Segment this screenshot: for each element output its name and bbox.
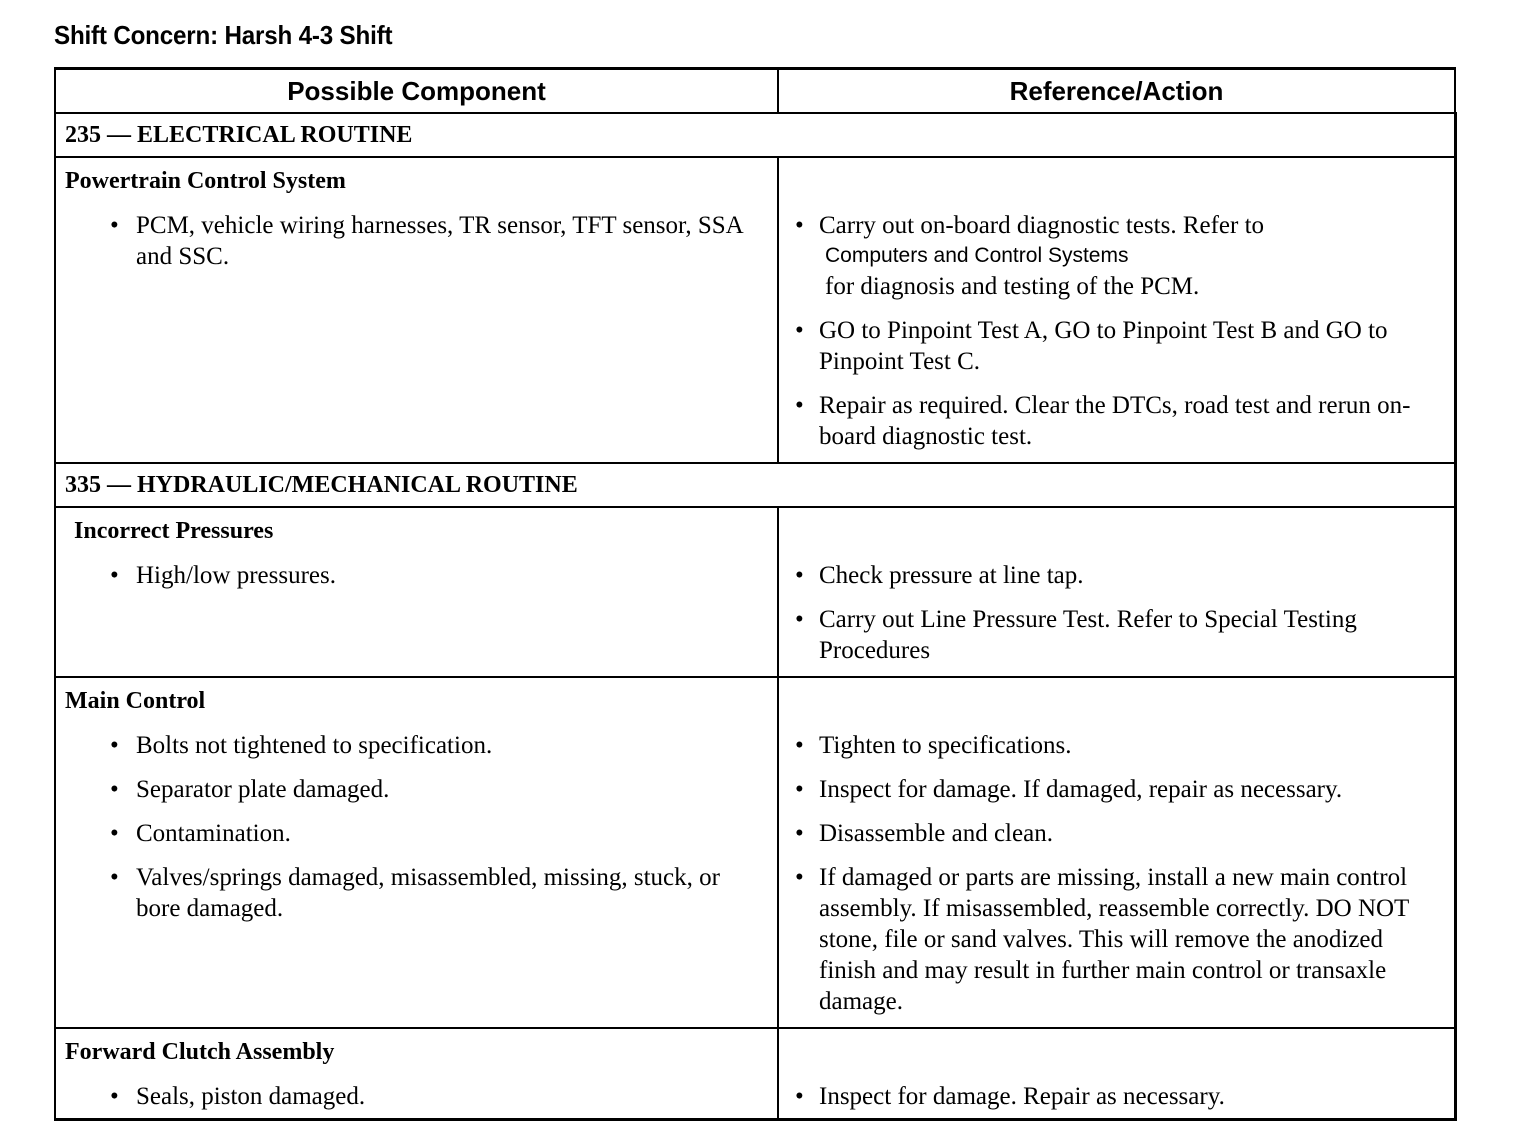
- table-row-forward-clutch-assembly: [55, 1028, 1455, 1120]
- action-item: • Carry out Line Pressure Test. Refer to Special Testing Procedures: [795, 606, 1357, 664]
- action-item: • Tighten to specifications.: [795, 732, 1072, 759]
- action-list: [779, 210, 1454, 452]
- component-cell: [55, 507, 778, 677]
- page-title: Shift Concern: Harsh 4-3 Shift: [54, 20, 393, 50]
- component-group-name: Powertrain Control System: [65, 168, 346, 194]
- component-list: [56, 1081, 777, 1112]
- component-group-name: Incorrect Pressures: [74, 518, 274, 544]
- section-row-hydraulic-mechanical-routine: [55, 463, 1455, 507]
- action-cell: [778, 507, 1455, 677]
- table-row-powertrain-control-system: [55, 157, 1455, 463]
- component-cell: [55, 1028, 778, 1120]
- bullet-icon: •: [110, 732, 119, 759]
- bullet-icon: •: [110, 212, 119, 239]
- bullet-icon: •: [795, 820, 804, 847]
- component-list: [56, 560, 777, 591]
- action-list: [779, 1081, 1454, 1112]
- component-list: [56, 210, 777, 272]
- shift-concern-table: [54, 67, 1457, 1121]
- column-header-reference-action: Reference/Action: [778, 69, 1455, 114]
- component-item: • Seals, piston damaged.: [110, 1083, 366, 1110]
- bullet-icon: •: [795, 392, 804, 419]
- column-header-possible-component: Possible Component: [55, 69, 778, 114]
- bullet-icon: •: [795, 732, 804, 759]
- action-item: • GO to Pinpoint Test A, GO to Pinpoint Test B and GO to Pinpoint Test C.: [795, 317, 1388, 375]
- component-item: • Valves/springs damaged, misassembled, missing, stuck, or bore damaged.: [110, 864, 720, 922]
- component-item: • Separator plate damaged.: [110, 776, 390, 803]
- component-cell: [55, 677, 778, 1028]
- table-header-row: [55, 69, 1455, 114]
- action-item: • Disassemble and clean.: [795, 820, 1053, 847]
- section-label: 235 — ELECTRICAL ROUTINE: [55, 113, 1455, 157]
- bullet-icon: •: [110, 1083, 119, 1110]
- component-group-name: Forward Clutch Assembly: [65, 1039, 335, 1065]
- action-list: [779, 730, 1454, 1017]
- bullet-icon: •: [795, 212, 804, 239]
- component-item: • Bolts not tightened to specification.: [110, 732, 493, 759]
- bullet-icon: •: [795, 317, 804, 344]
- bullet-icon: •: [795, 864, 804, 891]
- component-group-name: Main Control: [65, 688, 206, 714]
- action-cell: [778, 1028, 1455, 1120]
- component-item: • High/low pressures.: [110, 562, 336, 589]
- section-row-electrical-routine: [55, 113, 1455, 157]
- bullet-icon: •: [110, 820, 119, 847]
- action-item: • Check pressure at line tap.: [795, 562, 1084, 589]
- action-list: [779, 560, 1454, 666]
- bullet-icon: •: [795, 562, 804, 589]
- bullet-icon: •: [110, 776, 119, 803]
- table-row-incorrect-pressures: [55, 507, 1455, 677]
- reference-link-computers-and-control-systems[interactable]: Computers and Control Systems: [825, 244, 1129, 267]
- table-row-main-control: [55, 677, 1455, 1028]
- component-item: • Contamination.: [110, 820, 291, 847]
- bullet-icon: •: [795, 776, 804, 803]
- action-item: • Inspect for damage. If damaged, repair as necessary.: [795, 776, 1343, 803]
- action-item: • If damaged or parts are missing, install a new main control assembly. If misassembled, reassemble correctly. DO NOT stone, file or sand valves. This will remove the anodized finish and may result in further main control or transaxle damage.: [795, 864, 1409, 1015]
- action-cell: [778, 157, 1455, 463]
- bullet-icon: •: [795, 606, 804, 633]
- action-cell: [778, 677, 1455, 1028]
- bullet-icon: •: [795, 1083, 804, 1110]
- action-item: • Repair as required. Clear the DTCs, road test and rerun on-board diagnostic test.: [795, 392, 1411, 450]
- component-cell: [55, 157, 778, 463]
- action-item: • Inspect for damage. Repair as necessary.: [795, 1083, 1225, 1110]
- section-label: 335 — HYDRAULIC/MECHANICAL ROUTINE: [55, 463, 1455, 507]
- component-list: [56, 730, 777, 924]
- component-item: • PCM, vehicle wiring harnesses, TR sensor, TFT sensor, SSA and SSC.: [110, 212, 743, 270]
- bullet-icon: •: [110, 864, 119, 891]
- action-item: • Carry out on-board diagnostic tests. Refer to Computers and Control Systems for diagnosis and testing of the PCM.: [779, 210, 1454, 302]
- bullet-icon: •: [110, 562, 119, 589]
